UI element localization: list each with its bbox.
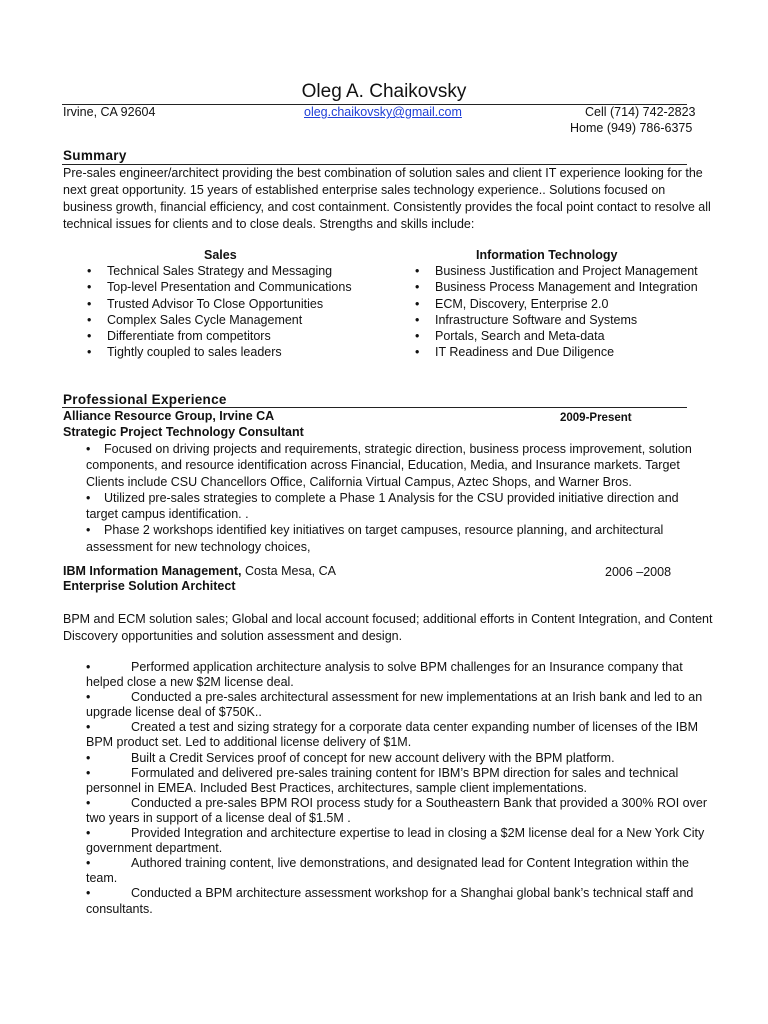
job1-dates: 2009-Present	[560, 412, 632, 424]
bullet-icon: •	[86, 886, 91, 901]
bullet-icon: •	[86, 490, 91, 505]
bullet-icon: •	[86, 856, 91, 871]
experience-heading: Professional Experience	[63, 392, 227, 407]
home-phone: Home (949) 786-6375	[570, 121, 693, 135]
list-item: • Top-level Presentation and Communications	[85, 279, 352, 295]
bullet-icon: •	[86, 750, 91, 765]
list-item	[86, 690, 708, 720]
bullet-text: Conducted a BPM architecture assessment workshop for a Shanghai global bank’s technical staff and consultants.	[86, 886, 694, 916]
cell-phone: Cell (714) 742-2823	[585, 105, 696, 119]
bullet-icon: •	[86, 720, 91, 735]
list-item: • Differentiate from competitors	[85, 328, 352, 344]
list-item	[86, 490, 706, 523]
list-item: • Complex Sales Cycle Management	[85, 312, 352, 328]
sales-skills-list	[85, 263, 352, 361]
list-item	[86, 441, 706, 490]
sales-heading: Sales	[204, 248, 237, 262]
it-heading: Information Technology	[476, 248, 618, 262]
candidate-name: Oleg A. Chaikovsky	[301, 81, 467, 102]
bullet-icon: •	[86, 826, 91, 841]
bullet-text: Formulated and delivered pre-sales training content for IBM’s BPM direction for sales and technical personnel in EMEA. Included Best Practices, architectures, sample client implementations.	[86, 765, 679, 795]
list-item: • Trusted Advisor To Close Opportunities	[85, 296, 352, 312]
list-item	[86, 796, 708, 826]
list-item	[86, 751, 708, 766]
list-item: • Technical Sales Strategy and Messaging	[85, 263, 352, 279]
bullet-text: Created a test and sizing strategy for a corporate data center expanding number of licenses of the IBM BPM product set. Led to additional license delivery of $1M.	[86, 720, 698, 750]
location: Irvine, CA 92604	[63, 105, 156, 119]
it-skills-list	[413, 263, 698, 361]
job1-company: Alliance Resource Group, Irvine CA	[63, 409, 275, 423]
bullet-text: Authored training content, live demonstrations, and designated lead for Content Integration within the team.	[86, 856, 689, 886]
job2-header	[63, 563, 336, 579]
list-item: • Business Justification and Project Management	[413, 263, 698, 279]
list-item: • ECM, Discovery, Enterprise 2.0	[413, 296, 698, 312]
list-item	[86, 826, 708, 856]
list-item: • Portals, Search and Meta-data	[413, 328, 698, 344]
list-item	[86, 660, 708, 690]
list-item: • Business Process Management and Integration	[413, 279, 698, 295]
job2-company: IBM Information Management,	[63, 564, 242, 578]
list-item: • IT Readiness and Due Diligence	[413, 344, 698, 360]
job2-bullets	[86, 660, 708, 917]
bullet-icon: •	[86, 523, 91, 538]
job2-location: Costa Mesa, CA	[241, 564, 336, 578]
bullet-text: Utilized pre-sales strategies to complete a Phase 1 Analysis for the CSU provided initiative direction and target campus identification. .	[86, 490, 679, 522]
bullet-text: Performed application architecture analysis to solve BPM challenges for an Insurance company that helped close a new $2M license deal.	[86, 660, 683, 690]
list-item	[86, 720, 708, 750]
list-item: • Infrastructure Software and Systems	[413, 312, 698, 328]
list-item	[86, 886, 708, 916]
bullet-text: Focused on driving projects and requirements, strategic direction, business process improvement, solution components, and resource identification across Financial, Education, Media, and Insurance markets. Target Clients include CSU Chancellors Office, California Virtual Campus, Aztec Shops, and Warner Bros.	[86, 442, 692, 489]
list-item	[86, 522, 706, 555]
bullet-icon: •	[86, 660, 91, 674]
bullet-icon: •	[86, 442, 91, 456]
bullet-text: Conducted a pre-sales BPM ROI process study for a Southeastern Bank that provided a 300% ROI over two years in support of a license deal of $1.5M .	[86, 795, 707, 825]
summary-text: Pre-sales engineer/architect providing the best combination of solution sales and client IT experience looking for the next great opportunity. 15 years of established enterprise sales technology experience.. Solutions focused on business growth, financial efficiency, and cost containment. Consistently provides the focal point contact to resolve all technical issues for clients and to close deals. Strengths and skills include:	[63, 166, 711, 231]
bullet-text: Built a Credit Services proof of concept for new account delivery with the BPM platform.	[131, 750, 615, 765]
bullet-icon: •	[86, 690, 91, 705]
job1-bullets	[86, 441, 706, 555]
list-item	[86, 766, 708, 796]
list-item: • Tightly coupled to sales leaders	[85, 344, 352, 360]
bullet-icon: •	[86, 795, 91, 810]
job1-role: Strategic Project Technology Consultant	[63, 425, 304, 439]
bullet-text: Conducted a pre-sales architectural assessment for new implementations at an Irish bank and led to an upgrade license deal of $750K..	[86, 690, 703, 720]
job2-role: Enterprise Solution Architect	[63, 579, 236, 593]
job2-intro: BPM and ECM solution sales; Global and local account focused; additional efforts in Content Integration, and Content Discovery opportunities and solution assessment and design.	[63, 612, 713, 643]
summary-heading: Summary	[63, 148, 127, 163]
email-link[interactable]: oleg.chaikovsky@gmail.com	[304, 105, 462, 119]
bullet-text: Phase 2 workshops identified key initiatives on target campuses, resource planning, and architectural assessment for new technology choices,	[86, 523, 664, 554]
job2-dates: 2006 –2008	[605, 565, 672, 579]
list-item	[86, 856, 708, 886]
bullet-text: Provided Integration and architecture expertise to lead in closing a $2M license deal for a New York City government department.	[86, 826, 705, 856]
bullet-icon: •	[86, 765, 91, 780]
